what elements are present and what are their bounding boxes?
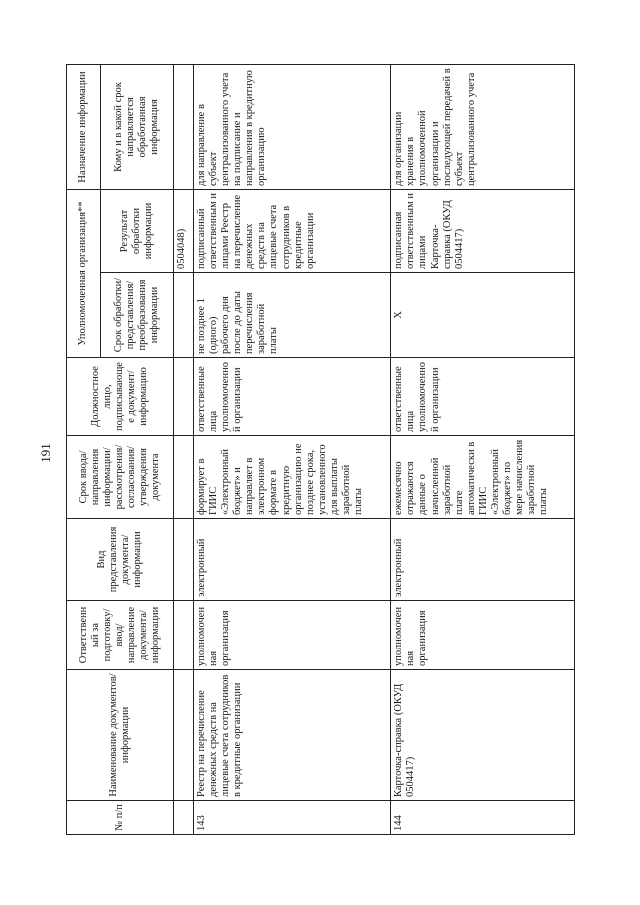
continuation-result: 0504048): [173, 190, 193, 273]
header-purpose-group: Назначение информации: [67, 65, 101, 190]
cell-num: 144: [391, 801, 575, 835]
header-term: Срок ввода/ направления информации/ рассмотрения/ согласования/ утверждения документа: [67, 436, 174, 519]
cell-org-result: подписанная ответственным и лицами Карточка-справка (ОКУД 0504417): [391, 190, 575, 273]
header-kind: Вид представления документа/ информации: [67, 519, 174, 601]
header-name: Наименование документов/информации: [67, 670, 174, 801]
cell-signer: ответственные лица уполномоченной организации: [194, 358, 391, 436]
cell-term: формирует в ГИИС «Электронный бюджет» и направляет в электронном формате в кредитную организацию не позднее срока, установленного для выплаты заработной платы: [194, 436, 391, 519]
header-num: № п/п: [67, 801, 174, 835]
cell-signer: ответственные лица уполномоченной организации: [391, 358, 575, 436]
cell-term: ежемесячно отражаются данные о начисленной заработной плате автоматически в ГИИС «Электронный бюджет» по мере начисления заработной платы: [391, 436, 575, 519]
rotated-table-wrapper: [66, 65, 575, 835]
header-org-result: Результат обработки информации: [101, 190, 174, 273]
cell-purpose: для организации хранения в уполномоченной организации и последующей передачей в субъект централизованного учета: [391, 65, 575, 190]
table-row: [194, 65, 391, 835]
cell-purpose: для направление в субъект централизованного учета на подписание и направления в кредитную организацию: [194, 65, 391, 190]
header-org-group: Уполномоченная организация**: [67, 190, 101, 358]
table-row: [391, 65, 575, 835]
cell-kind: электронный: [194, 519, 391, 601]
cell-name: Реестр на перечисление денежных средств на лицевые счета сотрудников в кредитные организации: [194, 670, 391, 801]
header-purpose: Кому и в какой срок направляется обработанная информация: [101, 65, 174, 190]
header-signer: Должностное лицо, подписывающее документ/ информацию: [67, 358, 174, 436]
header-responsible: Ответственный за подготовку/ ввод/ направление документа/ информации: [67, 601, 174, 670]
cell-org-term: не позднее 1 (одного) рабочего дня после до даты перечисления заработной платы: [194, 273, 391, 358]
continuation-row: [173, 65, 193, 835]
cell-org-result: подписанный ответственным и лицами Реестр на перечисление денежных средств на лицевые счета сотрудников в кредитные организации: [194, 190, 391, 273]
cell-responsible: уполномоченная организация: [391, 601, 575, 670]
cell-org-term: Х: [391, 273, 575, 358]
page-number: 191: [38, 443, 53, 463]
header-row-1: [67, 65, 101, 835]
cell-num: 143: [194, 801, 391, 835]
cell-responsible: уполномоченная организация: [194, 601, 391, 670]
header-org-term: Срок обработки/ представления/ преобразования информации: [101, 273, 174, 358]
document-table: [66, 64, 575, 835]
cell-kind: электронный: [391, 519, 575, 601]
cell-name: Карточка-справка (ОКУД 0504417): [391, 670, 575, 801]
